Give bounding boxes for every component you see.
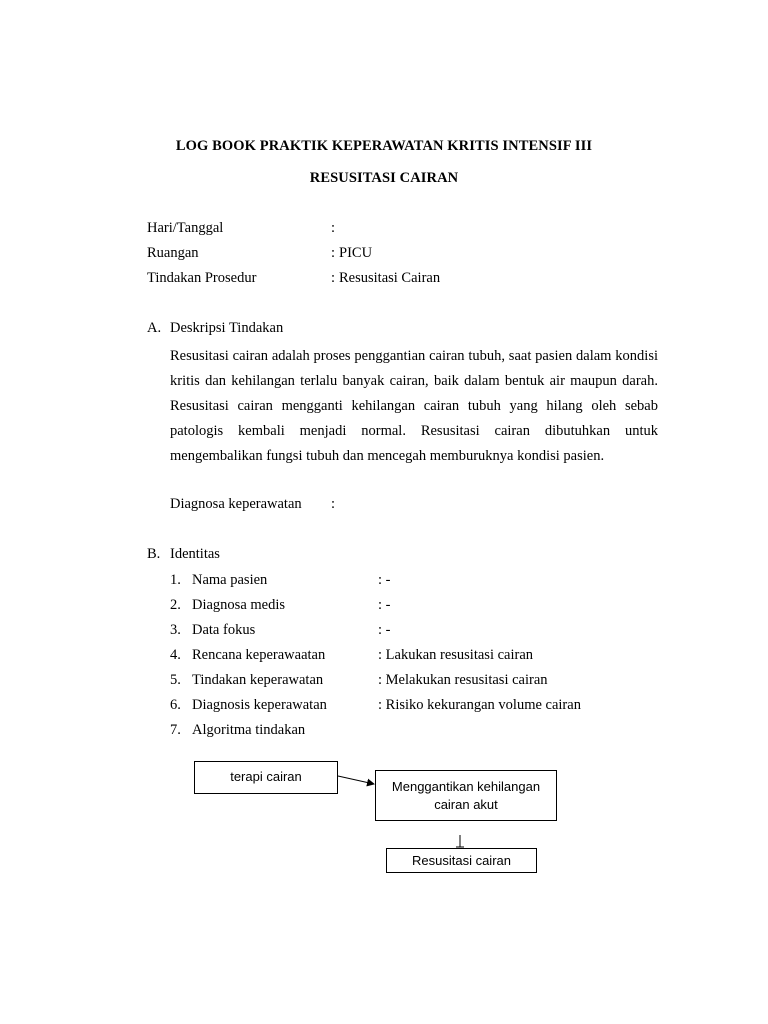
flow-arrow-1 <box>338 776 374 784</box>
item-label: Tindakan keperawatan <box>192 672 324 688</box>
item-value: : Melakukan resusitasi cairan <box>378 672 548 688</box>
info-label: Hari/Tanggal <box>147 220 224 236</box>
item-label: Diagnosis keperawatan <box>192 697 327 713</box>
item-label: Rencana keperawaatan <box>192 647 326 663</box>
info-label: Tindakan Prosedur <box>147 270 257 286</box>
item-value: : - <box>378 572 391 588</box>
flow-box-resusitasi <box>386 848 537 873</box>
info-colon: : <box>331 220 336 236</box>
item-value: : - <box>378 597 391 613</box>
item-number: 1. <box>170 572 181 588</box>
page-title: LOG BOOK PRAKTIK KEPERAWATAN KRITIS INTENSIF III <box>175 138 593 154</box>
item-label: Nama pasien <box>192 572 268 588</box>
item-value: : - <box>378 622 391 638</box>
item-number: 2. <box>170 597 181 613</box>
item-number: 3. <box>170 622 181 638</box>
info-value: Resusitasi Cairan <box>339 270 441 286</box>
description-paragraph: Resusitasi cairan adalah proses penggantian cairan tubuh, saat pasien dalam kondisi kritis dan kehilangan terlalu banyak cairan, baik dalam bentuk air maupun darah. Resusitasi cairan mengganti kehilangan cairan tubuh yang hilang oleh sebab patologis kembali menjadi normal. Resusitasi cairan dibutuhkan untuk mengembalikan fungsi tubuh dan mencegah memburuknya kondisi pasien. <box>170 348 658 464</box>
section-a-title: Deskripsi Tindakan <box>170 320 284 336</box>
flow-box-text-group <box>392 778 540 814</box>
diagnosa-label: Diagnosa keperawatan <box>170 496 302 512</box>
item-number: 7. <box>170 722 181 738</box>
item-value: : Risiko kekurangan volume cairan <box>378 697 581 713</box>
info-label: Ruangan <box>147 245 199 261</box>
info-value: PICU <box>339 245 373 261</box>
item-value: : Lakukan resusitasi cairan <box>378 647 534 663</box>
flow-box-text: terapi cairan <box>230 769 302 784</box>
section-b-letter: B. <box>147 546 161 562</box>
item-label: Data fokus <box>192 622 256 638</box>
item-label: Diagnosa medis <box>192 597 286 613</box>
page-subtitle: RESUSITASI CAIRAN <box>309 170 459 186</box>
item-label: Algoritma tindakan <box>192 722 306 738</box>
flow-box-text: Resusitasi cairan <box>412 852 511 868</box>
flow-box-text-line2: cairan akut <box>434 796 498 812</box>
flow-box-menggantikan <box>375 770 557 821</box>
section-b-title: Identitas <box>170 546 220 562</box>
item-number: 5. <box>170 672 181 688</box>
info-colon: : <box>331 270 336 286</box>
item-number: 6. <box>170 697 181 713</box>
section-a-letter: A. <box>147 320 162 336</box>
flow-box-text-line1: Menggantikan kehilangan <box>391 778 541 794</box>
item-number: 4. <box>170 647 181 663</box>
flow-box-terapi-cairan <box>194 761 338 794</box>
diagnosa-colon: : <box>331 496 336 512</box>
info-colon: : <box>331 245 336 261</box>
